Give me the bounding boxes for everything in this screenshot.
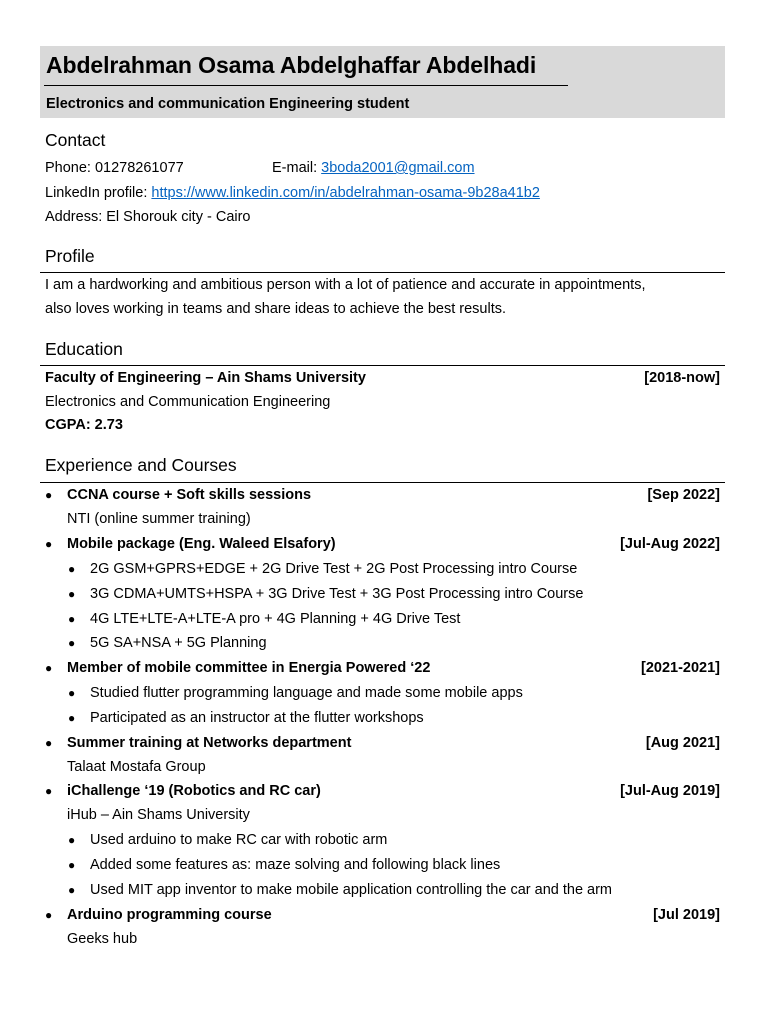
- experience-title: Mobile package (Eng. Waleed Elsafory): [67, 536, 336, 552]
- experience-date: [Jul-Aug 2019]: [620, 783, 720, 799]
- linkedin-line: [45, 184, 540, 202]
- sub-bullet-icon: ●: [68, 636, 76, 650]
- linkedin-link[interactable]: https://www.linkedin.com/in/abdelrahman-osama-9b28a41b2: [151, 185, 540, 201]
- experience-date: [Sep 2022]: [647, 487, 720, 503]
- linkedin-label: LinkedIn profile:: [45, 185, 152, 201]
- sub-bullet-icon: ●: [68, 562, 76, 576]
- full-name: Abdelrahman Osama Abdelghaffar Abdelhadi: [46, 52, 537, 78]
- subtitle: Electronics and communication Engineering student: [46, 96, 410, 112]
- phone: Phone: 01278261077: [45, 160, 184, 176]
- sub-bullet-icon: ●: [68, 686, 76, 700]
- bullet-icon: ●: [45, 537, 53, 551]
- education-school: Faculty of Engineering – Ain Shams University: [45, 370, 366, 386]
- experience-divider: [40, 482, 725, 483]
- experience-title: Summer training at Networks department: [67, 735, 352, 751]
- address: Address: El Shorouk city - Cairo: [45, 209, 251, 225]
- name-underline: [44, 85, 568, 86]
- experience-org: Geeks hub: [67, 931, 138, 947]
- experience-heading: Experience and Courses: [45, 455, 237, 475]
- experience-detail: 5G SA+NSA + 5G Planning: [90, 635, 267, 651]
- sub-bullet-icon: ●: [68, 833, 76, 847]
- experience-title: CCNA course + Soft skills sessions: [67, 487, 312, 503]
- education-cgpa: CGPA: 2.73: [45, 417, 123, 433]
- email-label: E-mail:: [272, 160, 322, 176]
- profile-heading: Profile: [45, 246, 95, 266]
- sub-bullet-icon: ●: [68, 858, 76, 872]
- sub-bullet-icon: ●: [68, 711, 76, 725]
- education-major: Electronics and Communication Engineering: [45, 394, 331, 410]
- experience-detail: Used MIT app inventor to make mobile application controlling the car and the arm: [90, 882, 613, 898]
- bullet-icon: ●: [45, 908, 53, 922]
- bullet-icon: ●: [45, 488, 53, 502]
- resume-header: [40, 46, 725, 118]
- experience-title: Member of mobile committee in Energia Powered ‘22: [67, 660, 431, 676]
- experience-detail: 2G GSM+GPRS+EDGE + 2G Drive Test + 2G Post Processing intro Course: [90, 561, 578, 577]
- education-date: [2018-now]: [644, 370, 720, 386]
- bullet-icon: ●: [45, 784, 53, 798]
- sub-bullet-icon: ●: [68, 587, 76, 601]
- profile-text-1: I am a hardworking and ambitious person with a lot of patience and accurate in appointments,: [45, 277, 646, 293]
- experience-date: [Jul 2019]: [653, 907, 720, 923]
- email-line: [272, 159, 475, 177]
- profile-divider: [40, 272, 725, 273]
- email-link[interactable]: 3boda2001@gmail.com: [321, 160, 475, 176]
- education-heading: Education: [45, 339, 123, 359]
- experience-detail: Studied flutter programming language and made some mobile apps: [90, 685, 523, 701]
- sub-bullet-icon: ●: [68, 612, 76, 626]
- experience-date: [Aug 2021]: [645, 735, 720, 751]
- experience-title: Arduino programming course: [67, 907, 272, 923]
- bullet-icon: ●: [45, 661, 53, 675]
- experience-date: [2021-2021]: [641, 660, 720, 676]
- contact-heading: Contact: [45, 130, 106, 150]
- experience-date: [Jul-Aug 2022]: [620, 536, 720, 552]
- sub-bullet-icon: ●: [68, 883, 76, 897]
- experience-org: NTI (online summer training): [67, 511, 251, 527]
- experience-title: iChallenge ‘19 (Robotics and RC car): [67, 783, 321, 799]
- experience-org: iHub – Ain Shams University: [67, 807, 250, 823]
- experience-detail: Added some features as: maze solving and following black lines: [90, 857, 501, 873]
- experience-detail: 3G CDMA+UMTS+HSPA + 3G Drive Test + 3G Post Processing intro Course: [90, 586, 584, 602]
- education-divider: [40, 365, 725, 366]
- experience-detail: Used arduino to make RC car with robotic arm: [90, 832, 388, 848]
- bullet-icon: ●: [45, 736, 53, 750]
- experience-detail: Participated as an instructor at the flutter workshops: [90, 710, 424, 726]
- experience-detail: 4G LTE+LTE-A+LTE-A pro + 4G Planning + 4G Drive Test: [90, 611, 461, 627]
- profile-text-2: also loves working in teams and share ideas to achieve the best results.: [45, 301, 507, 317]
- experience-org: Talaat Mostafa Group: [67, 759, 206, 775]
